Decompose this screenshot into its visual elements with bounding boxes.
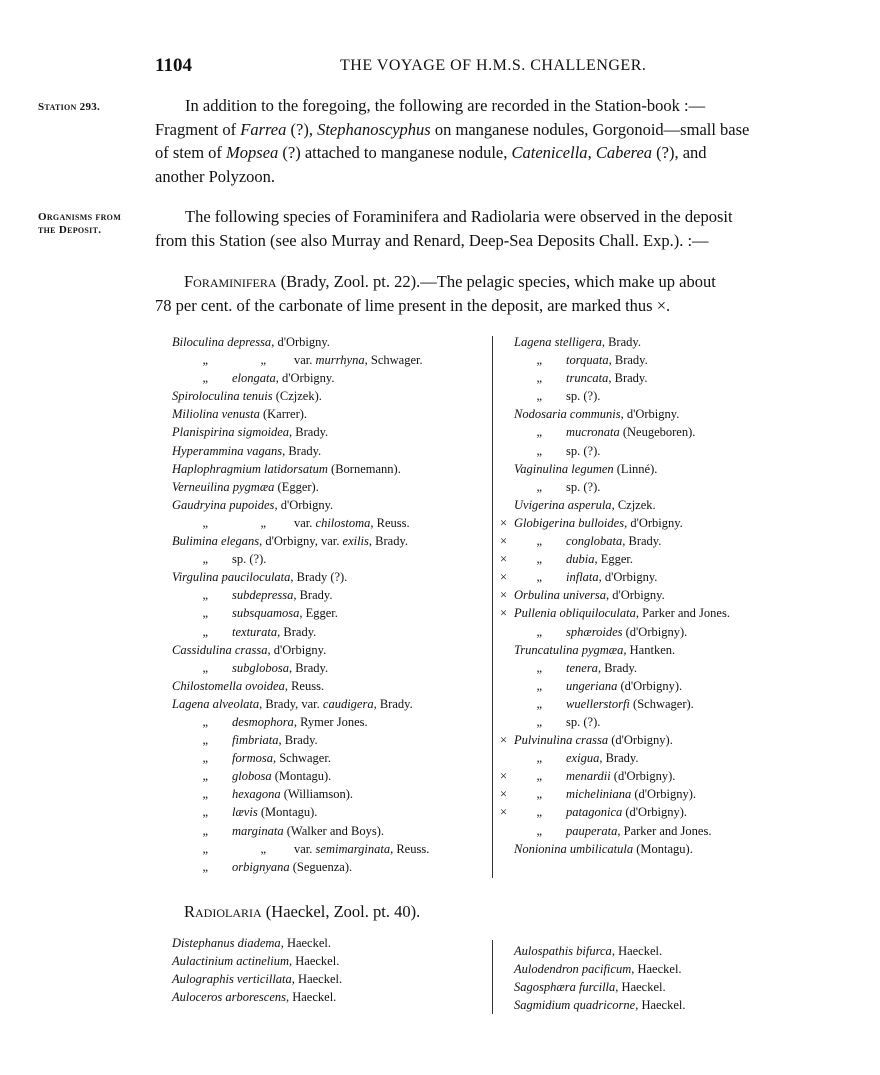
list-item — [172, 568, 429, 586]
list-item — [500, 749, 730, 767]
authority: var. — [294, 353, 316, 368]
page-number: 1104 — [155, 55, 192, 76]
taxon-name: subsquamosa — [232, 606, 300, 621]
taxon-name: exigua — [566, 751, 600, 766]
authority: , Brady. — [368, 534, 409, 549]
taxon-name: Verneuilina pygmæa — [172, 479, 275, 494]
authority: , Egger. — [594, 552, 634, 567]
taxon-name: conglobata — [566, 534, 623, 549]
authority: , Haeckel. — [280, 936, 332, 950]
authority: , Brady. — [597, 660, 638, 675]
taxon-name: Pullenia obliquiloculata — [514, 606, 636, 621]
paragraph-species-intro — [155, 205, 843, 252]
list-item — [172, 442, 429, 460]
list-item — [500, 586, 730, 604]
taxon-name: Sagosphæra furcilla — [514, 980, 616, 995]
list-item — [500, 423, 730, 441]
authority: (Walker and Boys). — [283, 823, 384, 838]
taxon-name: desmophora — [232, 714, 294, 729]
ditto-mark: „ — [536, 389, 542, 404]
authority: var. — [294, 515, 316, 530]
ditto-mark: „ — [202, 733, 208, 748]
authority: , d'Orbigny. — [620, 407, 680, 422]
authority: (d'Orbigny). — [608, 733, 673, 748]
taxon-name: Hyperammina vagans — [172, 443, 283, 458]
list-item — [514, 978, 686, 996]
taxon-name: Distephanus diadema — [172, 936, 281, 950]
paragraph-line — [155, 205, 843, 229]
taxon-name: Globigerina bulloides — [514, 515, 625, 530]
authority: , Parker and Jones. — [617, 823, 712, 838]
taxon-name: pauperata — [566, 823, 618, 838]
foraminifera-list-right — [500, 333, 730, 858]
list-item — [500, 731, 730, 749]
authority: , Haeckel. — [631, 962, 682, 977]
authority: (d'Orbigny). — [617, 678, 683, 693]
text: The following species of Foraminifera and Radiolaria were observed in the deposit — [185, 207, 733, 226]
taxon-name: menardii — [566, 769, 611, 784]
text: Fragment of — [155, 119, 241, 139]
taxon-name: Aulodendron pacificum — [514, 962, 632, 977]
list-item — [172, 659, 429, 677]
list-item — [500, 659, 730, 677]
pelagic-mark: × — [500, 570, 508, 585]
taxon-name: subdepressa — [232, 588, 294, 603]
list-item — [500, 496, 730, 514]
authority: , Haeckel. — [615, 980, 666, 995]
authority: (d'Orbigny). — [631, 787, 697, 802]
list-item — [172, 641, 429, 659]
paragraph-line — [155, 141, 843, 165]
taxon-name: Auloceros arborescens — [172, 990, 286, 1005]
taxon-name: Truncatulina pygmæa — [514, 642, 624, 657]
authority: (d'Orbigny). — [622, 624, 688, 639]
taxon-name: ungeriana — [566, 678, 618, 693]
taxon-name: marginata — [232, 823, 284, 838]
margin-note-line: the Deposit. — [38, 224, 102, 236]
taxon-name: Lagena alveolata — [172, 696, 260, 711]
authority: , d'Orbigny. — [271, 335, 330, 349]
ditto-mark: „ — [536, 353, 542, 368]
paragraph-line: from this Station (see also Murray and Renard, Deep-Sea Deposits Chall. Exp.). :— — [155, 230, 709, 250]
taxon-name: Orbulina universa — [514, 588, 607, 603]
authority: , Hantken. — [623, 642, 676, 657]
list-item — [500, 532, 730, 550]
foraminifera-list-left — [172, 333, 429, 876]
list-item — [172, 387, 429, 405]
ditto-mark: „ — [536, 425, 542, 440]
list-item — [172, 423, 429, 441]
authority: , Brady. — [278, 733, 318, 748]
ditto-mark: „ — [536, 696, 542, 711]
authority: , Haeckel. — [289, 954, 340, 969]
taxon-name: Miliolina venusta — [172, 407, 260, 422]
taxon-name: Chilostomella ovoidea — [172, 678, 285, 693]
list-item — [500, 351, 730, 369]
taxon-name: hexagona — [232, 787, 281, 802]
taxon: Farrea — [240, 119, 287, 139]
list-item — [172, 952, 342, 970]
ditto-mark: „ — [202, 805, 208, 820]
authority: (Neugeboren). — [619, 425, 696, 440]
authority: (d'Orbigny). — [622, 805, 687, 820]
taxon-name: Vaginulina legumen — [514, 461, 614, 476]
list-item — [172, 822, 429, 840]
authority: , Schwager. — [364, 353, 423, 368]
list-item — [172, 623, 429, 641]
ditto-mark: „ — [260, 841, 266, 856]
ditto-mark: „ — [202, 714, 208, 729]
section-title: Radiolaria — [184, 902, 262, 921]
list-item — [172, 970, 342, 988]
ditto-mark: „ — [536, 787, 542, 802]
taxon-name: elongata — [232, 371, 276, 386]
ditto-mark: „ — [202, 371, 208, 386]
authority: , Brady. — [622, 534, 662, 549]
pelagic-mark: × — [500, 515, 508, 530]
taxon-name: Biloculina depressa — [172, 335, 272, 349]
authority: , Brady. — [293, 588, 333, 603]
list-item — [514, 996, 686, 1014]
pelagic-mark: × — [500, 805, 508, 820]
ditto-mark: „ — [202, 769, 208, 784]
authority: , d'Orbigny. — [598, 570, 658, 585]
ditto-mark: „ — [202, 353, 208, 368]
list-item — [500, 641, 730, 659]
list-item — [172, 803, 429, 821]
taxon: Caberea — [595, 143, 653, 162]
authority: , d'Orbigny. — [274, 497, 334, 512]
taxon-name: globosa — [232, 769, 272, 784]
ditto-mark: „ — [536, 678, 542, 693]
authority: , Brady. — [288, 660, 329, 675]
list-item — [172, 333, 429, 351]
pelagic-mark: × — [500, 588, 508, 603]
ditto-mark: „ — [202, 787, 208, 802]
authority: , Haeckel. — [635, 998, 686, 1013]
authority: (Czjzek). — [272, 389, 322, 404]
authority: (d'Orbigny). — [610, 769, 676, 784]
list-item — [500, 677, 730, 695]
taxon-name: Pulvinulina crassa — [514, 733, 609, 748]
authority: (Karrer). — [259, 407, 308, 422]
margin-note-organisms — [38, 211, 121, 237]
list-item — [500, 785, 730, 803]
variety-name: murrhyna — [315, 353, 365, 368]
taxon-name: Lagena stelligera — [514, 335, 602, 349]
running-title: THE VOYAGE OF H.M.S. CHALLENGER. — [340, 57, 647, 74]
list-item — [500, 333, 730, 351]
authority: (Williamson). — [280, 787, 354, 802]
ditto-mark: „ — [202, 823, 208, 838]
variety-name: caudigera — [322, 696, 374, 711]
taxon-name: Nonionina umbilicatula — [514, 841, 634, 856]
column-divider — [492, 336, 493, 878]
ditto-mark: „ — [536, 751, 542, 766]
taxon-name: inflata — [566, 570, 599, 585]
taxon-name: fimbriata — [232, 733, 279, 748]
pelagic-mark: × — [500, 733, 508, 748]
authority: , Rymer Jones. — [293, 714, 368, 729]
ditto-mark: „ — [536, 823, 542, 838]
list-item — [172, 785, 429, 803]
taxon-name: Aulactinium actinelium — [172, 954, 289, 969]
list-item — [500, 822, 730, 840]
list-item — [172, 695, 429, 713]
pelagic-mark: × — [500, 769, 508, 784]
ditto-mark: „ — [536, 479, 542, 494]
list-item — [172, 840, 429, 858]
list-item — [500, 514, 730, 532]
variety-name: chilostoma — [315, 515, 371, 530]
list-item — [500, 460, 730, 478]
ditto-mark: „ — [202, 515, 208, 530]
text: on manganese nodules, Gorgonoid—small base — [430, 119, 750, 139]
list-item — [172, 369, 429, 387]
ditto-mark: „ — [202, 606, 208, 621]
text: (?), — [286, 119, 318, 139]
authority: (Montagu). — [271, 769, 332, 784]
taxon-name: tenera — [566, 660, 598, 675]
list-item — [500, 442, 730, 460]
variety-name: exilis — [342, 534, 369, 549]
taxon-name: micheliniana — [566, 787, 632, 802]
authority: , Czjzek. — [611, 497, 656, 512]
list-item — [500, 387, 730, 405]
list-item — [172, 713, 429, 731]
list-item — [172, 496, 429, 514]
ditto-mark: „ — [536, 660, 542, 675]
variety-name: semimarginata — [315, 841, 391, 856]
foraminifera-heading — [184, 270, 716, 293]
list-item — [514, 942, 686, 960]
authority: var. — [294, 841, 316, 856]
authority: sp. (?). — [566, 443, 601, 458]
ditto-mark: „ — [536, 769, 542, 784]
paragraph-line: another Polyzoon. — [155, 166, 276, 186]
authority: , Schwager. — [272, 751, 331, 766]
taxon-name: Aulospathis bifurca — [514, 944, 612, 958]
margin-note-line: Organisms from — [38, 211, 122, 223]
taxon-name: Planispirina sigmoidea — [172, 425, 290, 440]
ditto-mark: „ — [536, 624, 542, 639]
list-item — [500, 550, 730, 568]
authority: , Brady (?). — [290, 570, 348, 585]
ditto-mark: „ — [536, 534, 542, 549]
radiolaria-list-left — [172, 934, 342, 1006]
authority: , d'Orbigny, var. — [259, 534, 343, 549]
taxon-name: formosa — [232, 751, 273, 766]
authority: , Reuss. — [390, 841, 430, 856]
text: (?), and — [652, 143, 707, 162]
ditto-mark: „ — [202, 751, 208, 766]
authority: , d'Orbigny. — [275, 371, 335, 386]
authority: , Haeckel. — [291, 972, 343, 987]
list-item — [500, 767, 730, 785]
taxon-name: torquata — [566, 353, 609, 368]
list-item — [514, 960, 686, 978]
taxon-name: subglobosa — [232, 660, 289, 675]
ditto-mark: „ — [202, 552, 208, 567]
column-divider — [492, 940, 493, 1014]
ditto-mark: „ — [536, 443, 542, 458]
section-title: Foraminifera — [184, 272, 277, 291]
authority: , Brady. — [373, 696, 413, 711]
taxon-name: Gaudryina pupoides — [172, 497, 275, 512]
authority: , Reuss. — [370, 515, 410, 530]
authority: sp. (?). — [566, 479, 601, 494]
ditto-mark: „ — [260, 353, 266, 368]
taxon-name: Spiroloculina tenuis — [172, 389, 273, 404]
taxon-name: sphæroides — [566, 624, 623, 639]
list-item — [500, 623, 730, 641]
authority: (Montagu). — [633, 841, 693, 856]
list-item — [172, 749, 429, 767]
taxon-name: lævis — [232, 805, 258, 820]
list-item — [500, 695, 730, 713]
text: In addition to the foregoing, the following are recorded in the Station-book :— — [185, 96, 706, 115]
authority: , Reuss. — [284, 678, 325, 693]
list-item — [500, 478, 730, 496]
paragraph-line — [155, 118, 843, 142]
authority: , d'Orbigny. — [606, 588, 665, 603]
radiolaria-heading — [184, 900, 420, 923]
list-item — [500, 840, 730, 858]
list-item — [500, 369, 730, 387]
pelagic-mark: × — [500, 787, 508, 802]
taxon-name: orbignyana — [232, 859, 290, 874]
authority: , Brady. — [608, 353, 648, 368]
text: of stem of — [155, 143, 227, 162]
taxon-name: texturata — [232, 624, 278, 639]
ditto-mark: „ — [202, 624, 208, 639]
ditto-mark: „ — [202, 841, 208, 856]
ditto-mark: „ — [536, 714, 542, 729]
ditto-mark: „ — [536, 371, 542, 386]
margin-note-station: Station 293. — [38, 101, 101, 113]
text: (?) attached to manganese nodule, — [278, 143, 512, 162]
authority: , d'Orbigny. — [267, 642, 327, 657]
authority: (Egger). — [274, 479, 319, 494]
list-item — [172, 478, 429, 496]
pelagic-mark: × — [500, 606, 508, 621]
list-item — [172, 405, 429, 423]
taxon-name: Virgulina pauciloculata — [172, 570, 291, 585]
authority: (Montagu). — [257, 805, 318, 820]
authority: , d'Orbigny. — [624, 515, 683, 530]
authority: , Brady. — [282, 443, 322, 458]
authority: (Seguenza). — [289, 859, 353, 874]
pelagic-mark: × — [500, 552, 508, 567]
list-item — [172, 460, 429, 478]
authority: (Schwager). — [629, 696, 694, 711]
list-item — [500, 604, 730, 622]
taxon-name: Sagmidium quadricorne — [514, 998, 636, 1013]
taxon-name: Haplophragmium latidorsatum — [172, 461, 328, 476]
list-item — [172, 767, 429, 785]
authority: sp. (?). — [566, 389, 601, 404]
authority: , Haeckel. — [285, 990, 337, 1005]
list-item — [172, 514, 429, 532]
ditto-mark: „ — [202, 660, 208, 675]
ditto-mark: „ — [536, 570, 542, 585]
authority: , Brady. — [599, 751, 639, 766]
ditto-mark: „ — [536, 805, 542, 820]
list-item — [172, 858, 429, 876]
taxon-name: Bulimina elegans — [172, 534, 260, 549]
section-reference: (Haeckel, Zool. pt. 40). — [261, 902, 421, 921]
taxon-name: patagonica — [566, 805, 623, 820]
list-item — [172, 934, 342, 952]
radiolaria-list-right — [514, 942, 686, 1014]
list-item — [172, 731, 429, 749]
list-item — [172, 550, 429, 568]
authority: (Linné). — [613, 461, 658, 476]
ditto-mark: „ — [260, 515, 266, 530]
list-item — [172, 586, 429, 604]
list-item — [500, 405, 730, 423]
ditto-mark: „ — [536, 552, 542, 567]
list-item — [172, 988, 342, 1006]
list-item — [172, 532, 429, 550]
ditto-mark: „ — [202, 588, 208, 603]
foraminifera-note: 78 per cent. of the carbonate of lime present in the deposit, are marked thus ×. — [155, 296, 671, 315]
list-item — [172, 604, 429, 622]
authority: , Brady. — [608, 371, 648, 386]
authority: (Bornemann). — [327, 461, 401, 476]
text: , — [587, 143, 596, 162]
authority: , Brady, var. — [259, 696, 323, 711]
paragraph-station-book — [155, 94, 843, 188]
taxon: Catenicella — [511, 143, 588, 162]
authority: sp. (?). — [566, 714, 601, 729]
taxon-name: Nodosaria communis — [514, 407, 621, 422]
authority: , Brady. — [289, 425, 329, 440]
authority: , Brady. — [277, 624, 317, 639]
authority: , Brady. — [601, 335, 641, 349]
taxon-name: Cassidulina crassa — [172, 642, 268, 657]
taxon-name: mucronata — [566, 425, 620, 440]
list-item — [500, 713, 730, 731]
taxon-name: truncata — [566, 371, 609, 386]
list-item — [500, 568, 730, 586]
authority: , Haeckel. — [611, 944, 663, 958]
taxon: Stephanoscyphus — [317, 119, 431, 139]
taxon-name: dubia — [566, 552, 595, 567]
taxon-name: wuellerstorfi — [566, 696, 630, 711]
pelagic-mark: × — [500, 534, 508, 549]
taxon-name: Uvigerina asperula — [514, 497, 612, 512]
taxon-name: Aulographis verticillata — [172, 972, 292, 987]
ditto-mark: „ — [202, 859, 208, 874]
authority: sp. (?). — [232, 552, 267, 567]
taxon: Mopsea — [226, 143, 279, 162]
section-reference: (Brady, Zool. pt. 22).—The pelagic species, which make up about — [276, 272, 716, 291]
list-item — [172, 677, 429, 695]
list-item — [172, 351, 429, 369]
list-item — [500, 803, 730, 821]
authority: , Parker and Jones. — [635, 606, 730, 621]
authority: , Egger. — [299, 606, 338, 621]
paragraph-line — [155, 94, 843, 118]
